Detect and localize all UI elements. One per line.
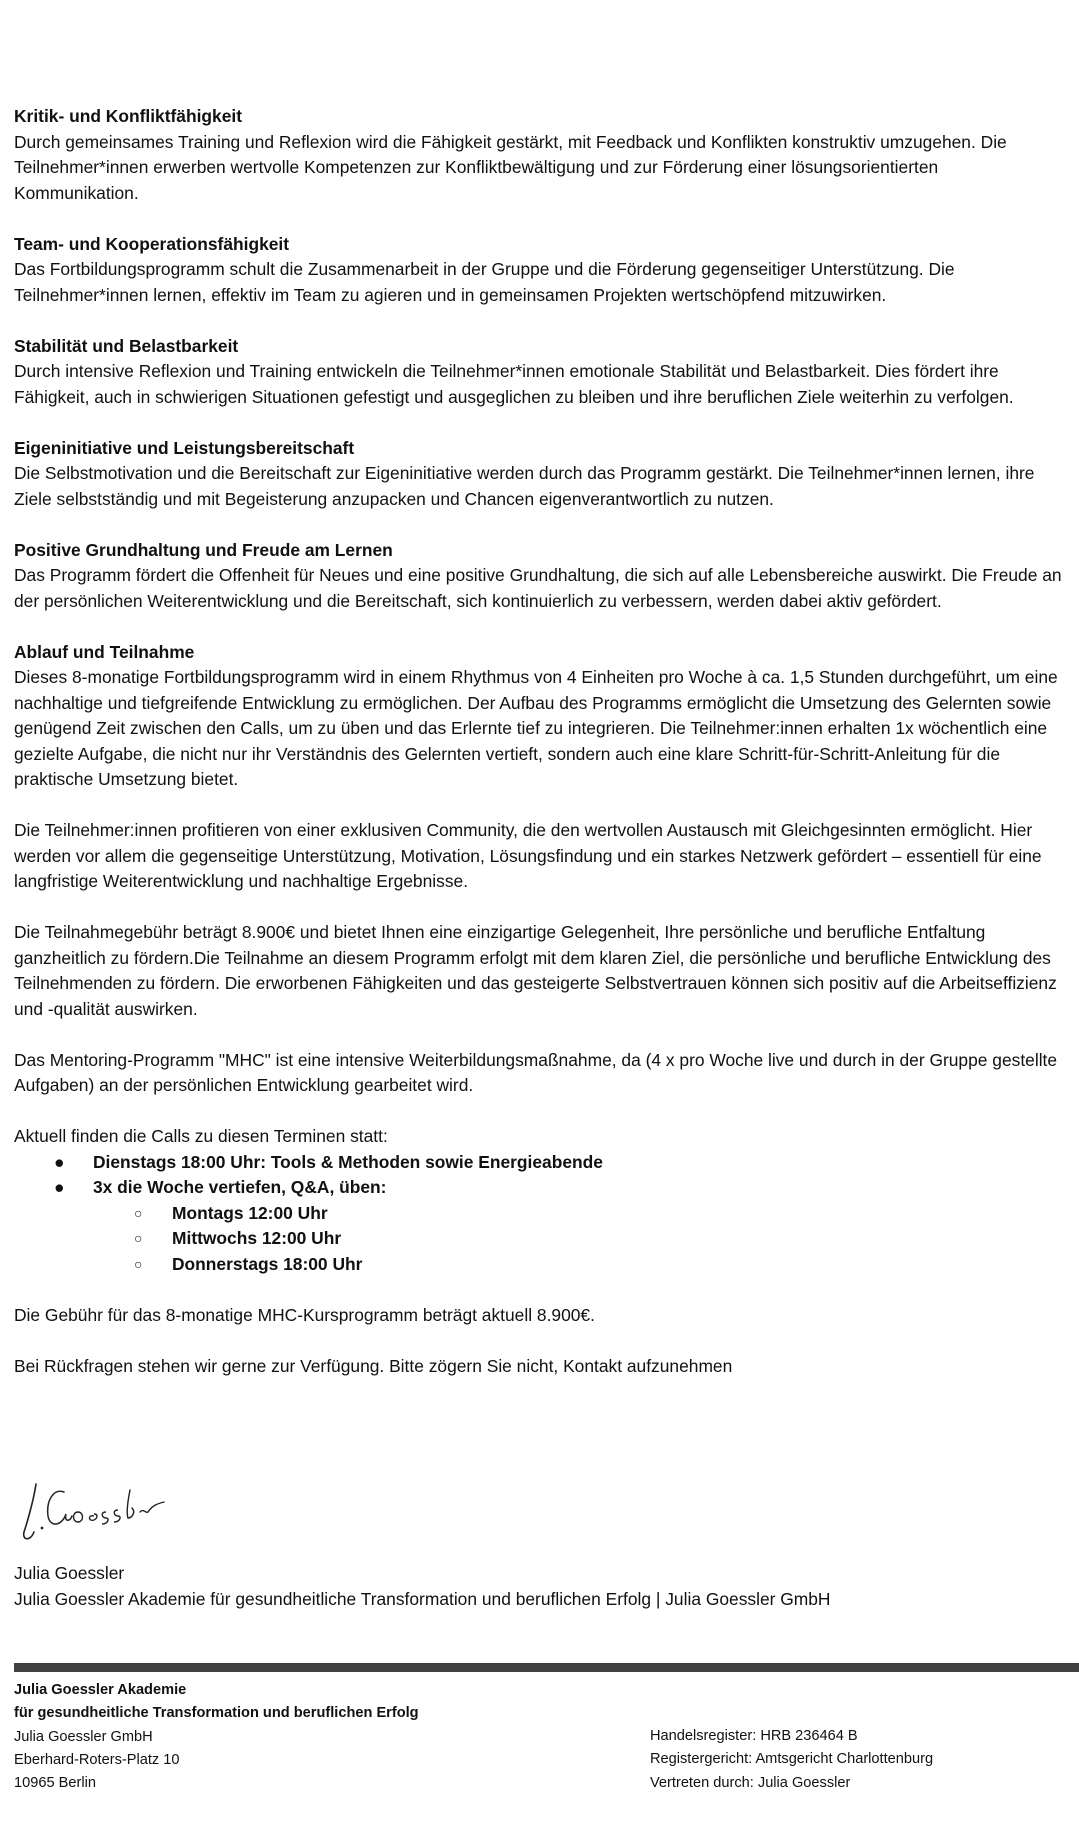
circle-bullet-icon: ○ — [134, 1204, 143, 1221]
section-kritik — [14, 104, 1064, 206]
circle-bullet-icon: ○ — [134, 1255, 143, 1272]
section-body: Durch intensive Reflexion und Training entwickeln die Teilnehmer*innen emotionale Stabilität und Belastbarkeit. Dies fördert ihre Fähigkeit, auch in schwierigen Situationen gefestigt und ausgeglichen zu bleiben und ihre beruflichen Ziele weiterhin zu verfolgen. — [14, 361, 1014, 407]
section-team — [14, 232, 1064, 309]
footer-org-subtitle: für gesundheitliche Transformation und beruflichen Erfolg — [14, 1705, 419, 1722]
footer-represented: Vertreten durch: Julia Goessler — [650, 1774, 851, 1791]
footer-court: Registergericht: Amtsgericht Charlottenburg — [650, 1751, 934, 1768]
footer-city: 10965 Berlin — [14, 1775, 96, 1792]
author-affiliation: Julia Goessler Akademie für gesundheitliche Transformation und beruflichen Erfolg | Julia Goessler GmbH — [14, 1588, 831, 1609]
schedule-intro: Aktuell finden die Calls zu diesen Terminen statt: — [14, 1126, 388, 1146]
community-paragraph: Die Teilnehmer:innen profitieren von einer exklusiven Community, die den wertvollen Austausch mit Gleichgesinnten ermöglicht. Hier werden vor allem die gegenseitige Unterstützung, Motivation, Lösungsfindung und ein starkes Netzwerk gefördert – essentiell für eine langfristige Weiterentwicklung und nachhaltige Ergebnisse. — [14, 820, 1042, 891]
schedule-subitem: Montags 12:00 Uhr — [172, 1202, 328, 1223]
document-body — [14, 104, 1064, 1405]
author-name: Julia Goessler — [14, 1563, 125, 1583]
sublist-item — [14, 1226, 1064, 1252]
section-ablauf — [14, 640, 1064, 793]
circle-bullet-icon: ○ — [134, 1230, 143, 1246]
footer-company: Julia Goessler GmbH — [14, 1728, 153, 1745]
fee-note: Die Gebühr für das 8-monatige MHC-Kursprogramm beträgt aktuell 8.900€. — [14, 1304, 595, 1325]
section-body: Durch gemeinsames Training und Reflexion wird die Fähigkeit gestärkt, mit Feedback und Konflikten konstruktiv umzugehen. Die Teilnehmer*innen erwerben wertvolle Kompetenzen zur Konfliktbewältigung und zur Förderung einer lösungsorientierten Kommunikation. — [14, 131, 1007, 203]
schedule-item: Dienstags 18:00 Uhr: Tools & Methoden sowie Energieabende — [93, 1151, 603, 1172]
bullet-icon: ● — [54, 1177, 65, 1197]
section-heading: Positive Grundhaltung und Freude am Lernen — [14, 539, 393, 560]
footer-street: Eberhard-Roters-Platz 10 — [14, 1751, 180, 1768]
section-heading: Stabilität und Belastbarkeit — [14, 335, 239, 356]
schedule-subitem: Donnerstags 18:00 Uhr — [172, 1253, 363, 1274]
section-heading: Kritik- und Konfliktfähigkeit — [14, 106, 243, 126]
section-heading: Team- und Kooperationsfähigkeit — [14, 233, 290, 254]
section-body: Die Selbstmotivation und die Bereitschaft zur Eigeninitiative werden durch das Programm gestärkt. Die Teilnehmer*innen lernen, ihre Ziele selbstständig und mit Begeisterung anzupacken und Chancen eigenverantwortlich zu nutzen. — [14, 463, 1035, 509]
footer-divider — [14, 1663, 1079, 1672]
footer-legal — [650, 1725, 933, 1795]
section-body: Dieses 8-monatige Fortbildungsprogramm wird in einem Rhythmus von 4 Einheiten pro Woche à ca. 1,5 Stunden durchgeführt, um eine nachhaltige und tiefgreifende Entwicklung zu ermöglichen. Der Aufbau des Programms ermöglicht die Umsetzung des Gelernten sowie genügend Zeit zwischen den Calls, um zu üben und das Erlernte tief zu integrieren. Die Teilnehmer:innen erhalten 1x wöchentlich eine gezielte Aufgabe, die nicht nur ihr Verständnis des Gelernten vertieft, sondern auch eine klare Schritt-für-Schritt-Anleitung für die praktische Umsetzung bietet. — [14, 667, 1058, 789]
section-heading: Ablauf und Teilnahme — [14, 641, 195, 662]
footer-address — [14, 1679, 419, 1795]
author-block — [14, 1561, 830, 1612]
bullet-icon: ● — [54, 1151, 65, 1172]
mentoring-paragraph: Das Mentoring-Programm "MHC" ist eine intensive Weiterbildungsmaßnahme, da (4 x pro Woche live und durch in der Gruppe gestellte Aufgaben) an der persönlichen Entwicklung gearbeitet wird. — [14, 1049, 1058, 1095]
sublist-item — [14, 1201, 1064, 1227]
schedule-sublist — [14, 1201, 1064, 1278]
section-heading: Eigeninitiative und Leistungsbereitschaft — [14, 437, 355, 458]
section-stabilitaet — [14, 334, 1064, 411]
handwritten-signature — [14, 1468, 184, 1546]
section-eigeninitiative — [14, 436, 1064, 513]
footer-register: Handelsregister: HRB 236464 B — [650, 1728, 858, 1744]
schedule-subitem: Mittwochs 12:00 Uhr — [172, 1228, 342, 1248]
section-grundhaltung — [14, 538, 1064, 615]
section-body: Das Programm fördert die Offenheit für Neues und eine positive Grundhaltung, die sich auf alle Lebensbereiche auswirkt. Die Freude an der persönlichen Weiterentwicklung und die Bereitschaft, sich kontinuierlich zu verbessern, werden dabei aktiv gefördert. — [14, 565, 1062, 611]
closing-line: Bei Rückfragen stehen wir gerne zur Verfügung. Bitte zögern Sie nicht, Kontakt aufzunehmen — [14, 1355, 733, 1376]
list-item — [14, 1175, 1064, 1277]
sublist-item — [14, 1252, 1064, 1278]
section-body: Das Fortbildungsprogramm schult die Zusammenarbeit in der Gruppe und die Förderung gegenseitiger Unterstützung. Die Teilnehmer*innen lernen, effektiv im Team zu agieren und in gemeinsamen Projekten wertschöpfend mitzuwirken. — [14, 259, 955, 305]
fee-paragraph: Die Teilnahmegebühr beträgt 8.900€ und bietet Ihnen eine einzigartige Gelegenheit, Ihre persönliche und berufliche Entfaltung ganzheitlich zu fördern.Die Teilnahme an diesem Programm erfolgt mit dem klaren Ziel, die persönliche und berufliche Entwicklung des Teilnehmenden zu fördern. Die erworbenen Fähigkeiten und das gesteigerte Selbstvertrauen können sich positiv auf die Arbeitseffizienz und -qualität auswirken. — [14, 922, 1057, 1019]
footer-org-name: Julia Goessler Akademie — [14, 1682, 187, 1698]
schedule-item: 3x die Woche vertiefen, Q&A, üben: — [93, 1177, 387, 1197]
schedule-list — [14, 1150, 1064, 1278]
list-item — [14, 1150, 1064, 1176]
